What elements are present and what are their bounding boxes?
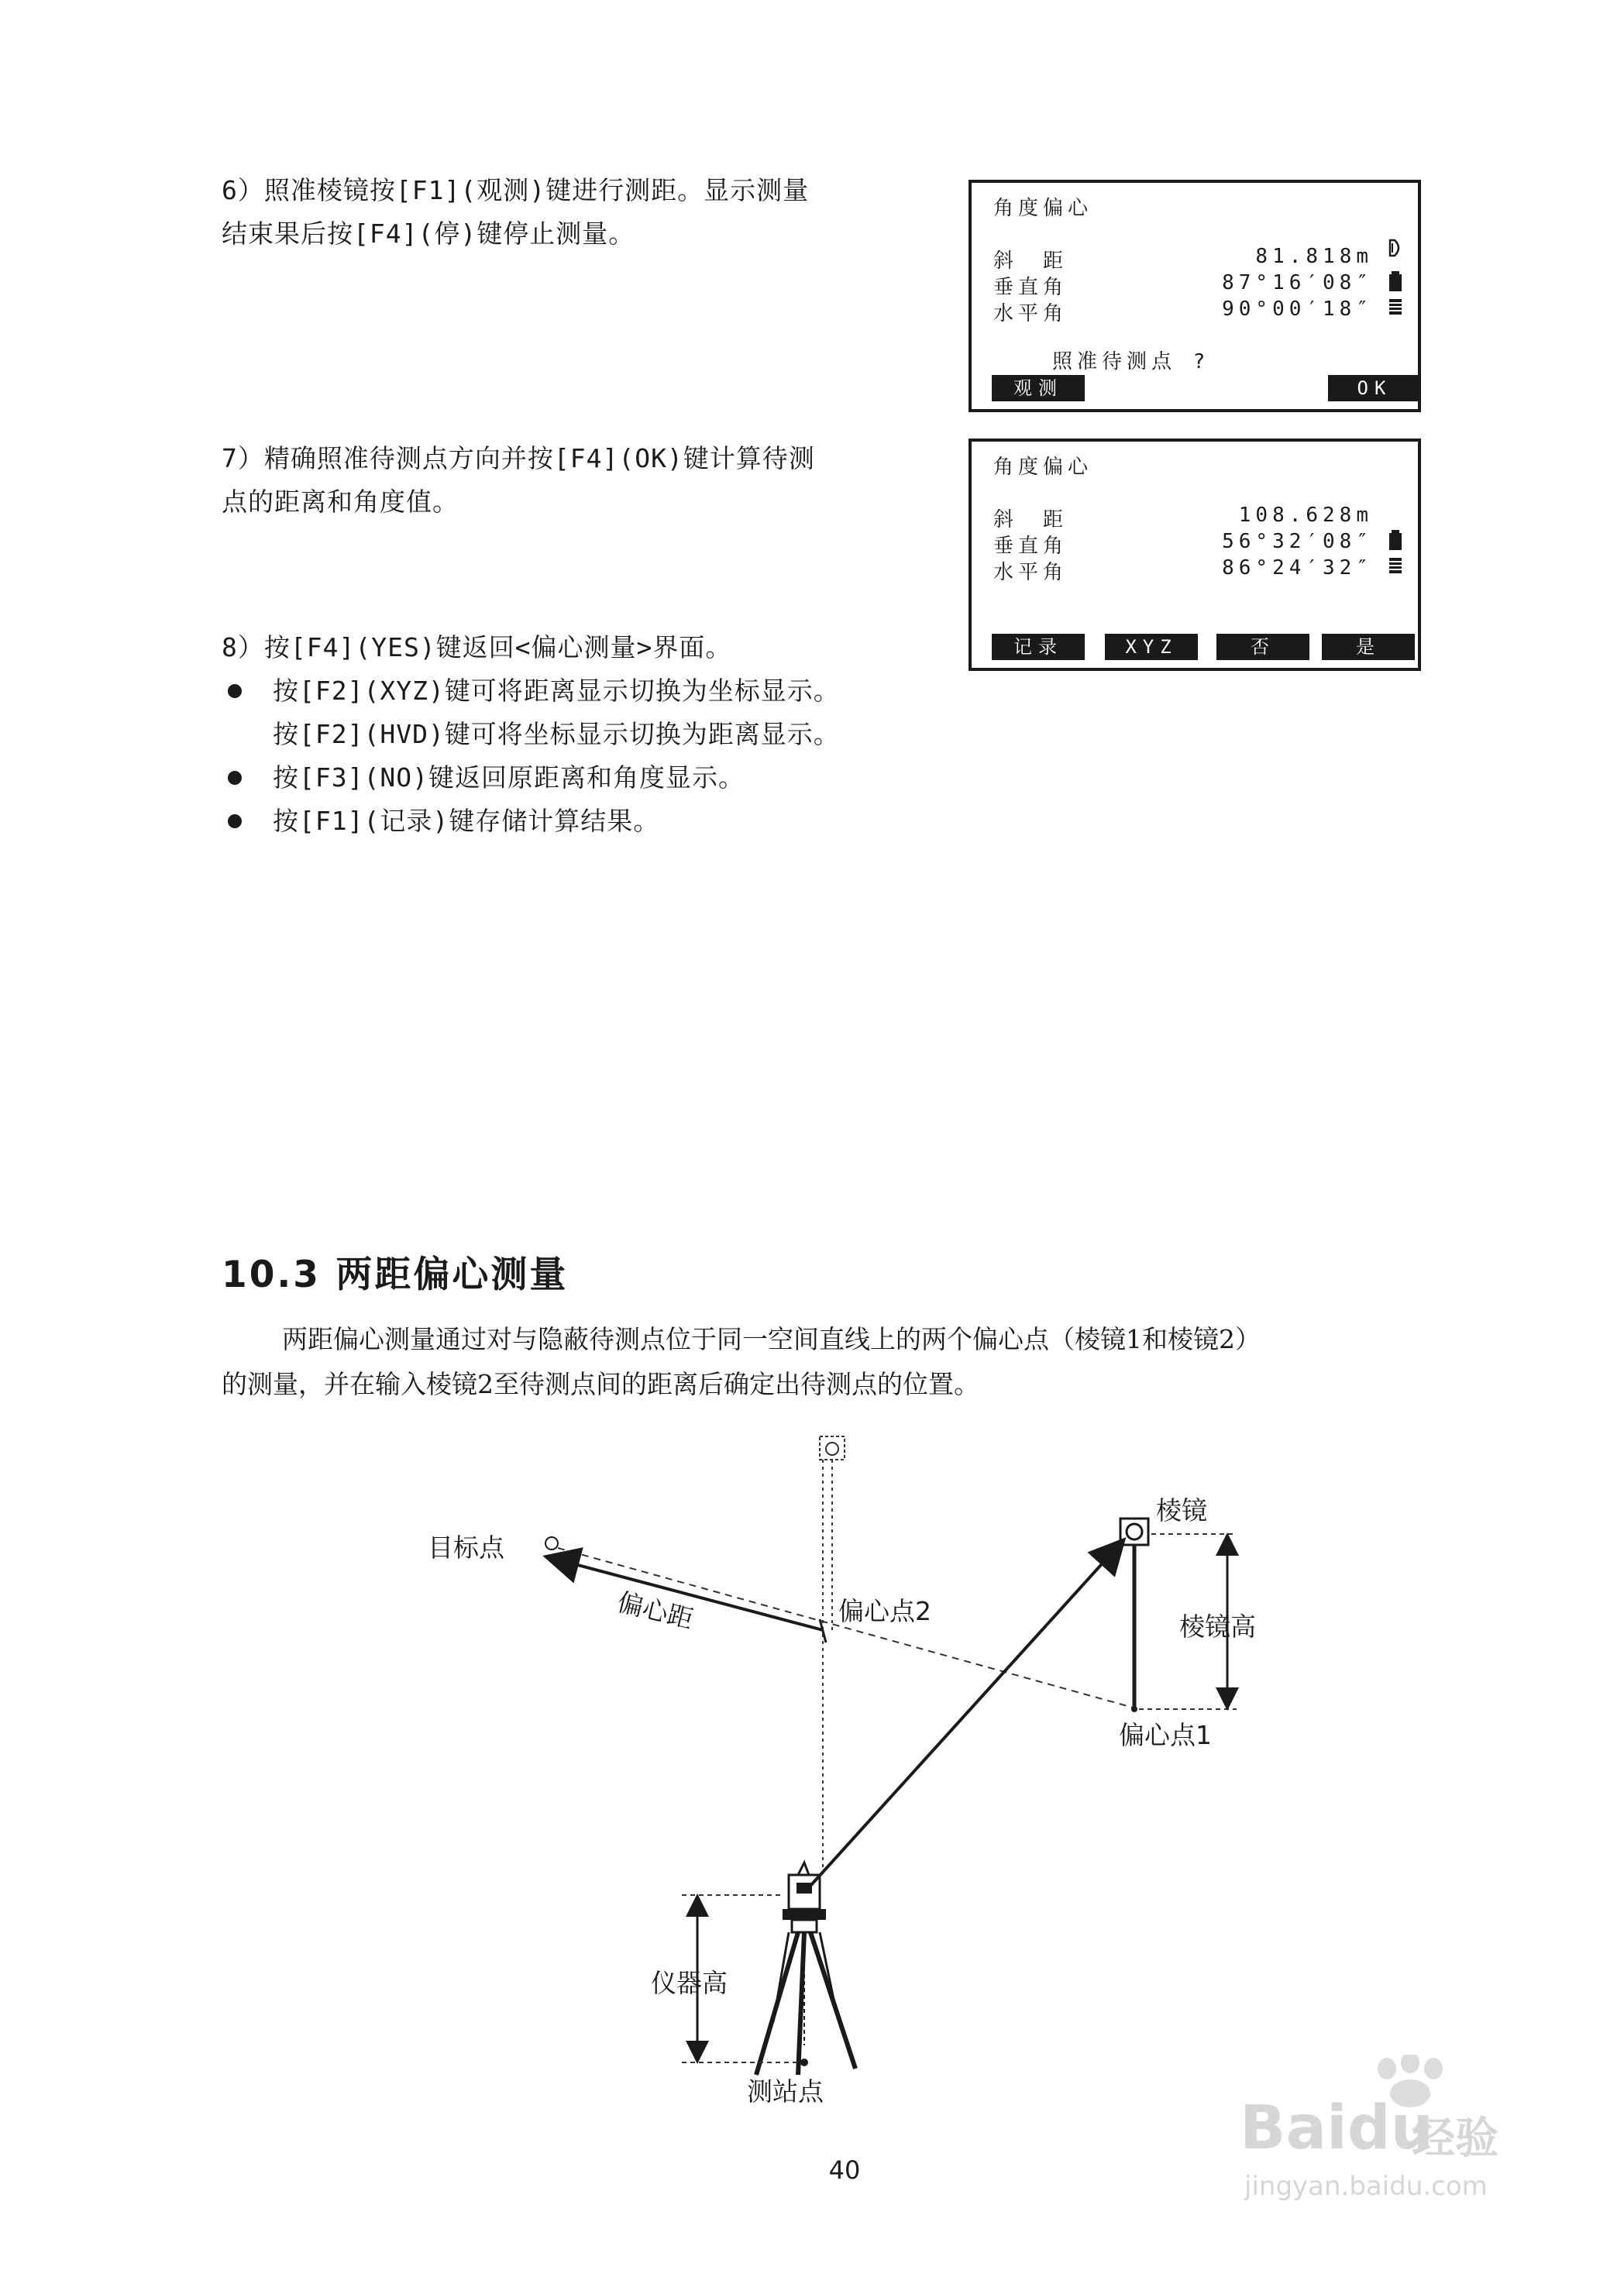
page-number: 40 [828, 2155, 861, 2185]
row-label: 垂直角 [993, 276, 1068, 299]
screen-title: 角度偏心 [993, 456, 1093, 479]
watermark-url: jingyan.baidu.com [1244, 2171, 1488, 2202]
baidu-jingyan-watermark [1240, 2055, 1565, 2210]
tripod-icon [756, 1932, 855, 2075]
screen-title: 角度偏心 [993, 197, 1093, 220]
label-offset-distance: 偏心距 [614, 1586, 697, 1635]
row-value: 56°32′08″ [1222, 530, 1373, 553]
offset-point-1-dot [1131, 1706, 1137, 1712]
label-station-point: 测站点 [747, 2076, 824, 2107]
softkey-f4-ok[interactable]: OK [1328, 375, 1421, 401]
bullet-text: 按[F1](记录)键存储计算结果。 [273, 806, 660, 836]
step-8-line-1: 8）按[F4](YES)键返回<偏心测量>界面。 [222, 632, 732, 662]
softkey-f1-measure[interactable]: 观测 [992, 375, 1085, 401]
sight-message: 照准待测点 ? [1052, 350, 1210, 373]
bullet-text: 按[F2](XYZ)键可将距离显示切换为坐标显示。 [273, 676, 840, 706]
row-value: 81.818m [1255, 245, 1373, 268]
label-offset-point-2: 偏心点2 [838, 1596, 931, 1626]
row-value: 90°00′18″ [1222, 298, 1373, 321]
prism-2-icon [820, 1436, 845, 1460]
prism-1-icon [1120, 1519, 1148, 1545]
intro-line-1: 两距偏心测量通过对与隐蔽待测点位于同一空间直线上的两个偏心点（棱镜1和棱镜2） [282, 1324, 1261, 1354]
label-offset-point-1: 偏心点1 [1119, 1720, 1212, 1750]
row-value: 87°16′08″ [1222, 271, 1373, 294]
step-6-line-1: 6）照准棱镜按[F1](观测)键进行测距。显示测量 [222, 175, 810, 205]
bullet-text: 按[F2](HVD)键可将坐标显示切换为距离显示。 [273, 719, 840, 749]
bullet-text: 按[F3](NO)键返回原距离和角度显示。 [273, 762, 745, 793]
row-label: 水平角 [993, 302, 1068, 325]
offset-line-dashed [558, 1548, 1136, 1708]
row-label: 斜 距 [993, 508, 1068, 531]
softkey-f2-xyz[interactable]: XYZ [1105, 634, 1198, 660]
row-value: 108.628m [1238, 504, 1373, 527]
row-label: 斜 距 [993, 249, 1068, 273]
watermark-brand-part-2: du [1347, 2093, 1434, 2163]
total-station-icon [783, 1863, 826, 1932]
watermark-brand-part-1: Bai [1240, 2093, 1347, 2163]
label-instrument-height: 仪器高 [651, 1968, 728, 1998]
row-label: 水平角 [993, 561, 1068, 584]
section-heading: 10.3 两距偏心测量 [222, 1254, 569, 1296]
intro-line-2: 的测量，并在输入棱镜2至待测点间的距离后确定出待测点的位置。 [222, 1369, 979, 1399]
label-target-point: 目标点 [428, 1532, 504, 1563]
watermark-service: 经验 [1412, 2114, 1498, 2164]
row-value: 86°24′32″ [1222, 556, 1373, 580]
row-label: 垂直角 [993, 535, 1068, 558]
step-7-line-1: 7）精确照准待测点方向并按[F4](OK)键计算待测 [222, 443, 815, 473]
target-point-icon [545, 1537, 558, 1550]
step-6-line-2: 结束果后按[F4](停)键停止测量。 [222, 218, 635, 249]
station-point-dot [800, 2059, 808, 2066]
watermark-brand [1240, 2093, 1433, 2163]
step-7-line-2: 点的距离和角度值。 [222, 487, 459, 517]
label-prism-height: 棱镜高 [1179, 1612, 1256, 1642]
softkey-f3-no[interactable]: 否 [1216, 634, 1309, 660]
softkey-f1-record[interactable]: 记录 [992, 634, 1085, 660]
label-prism: 棱镜 [1156, 1495, 1207, 1526]
softkey-f4-yes[interactable]: 是 [1322, 634, 1415, 660]
